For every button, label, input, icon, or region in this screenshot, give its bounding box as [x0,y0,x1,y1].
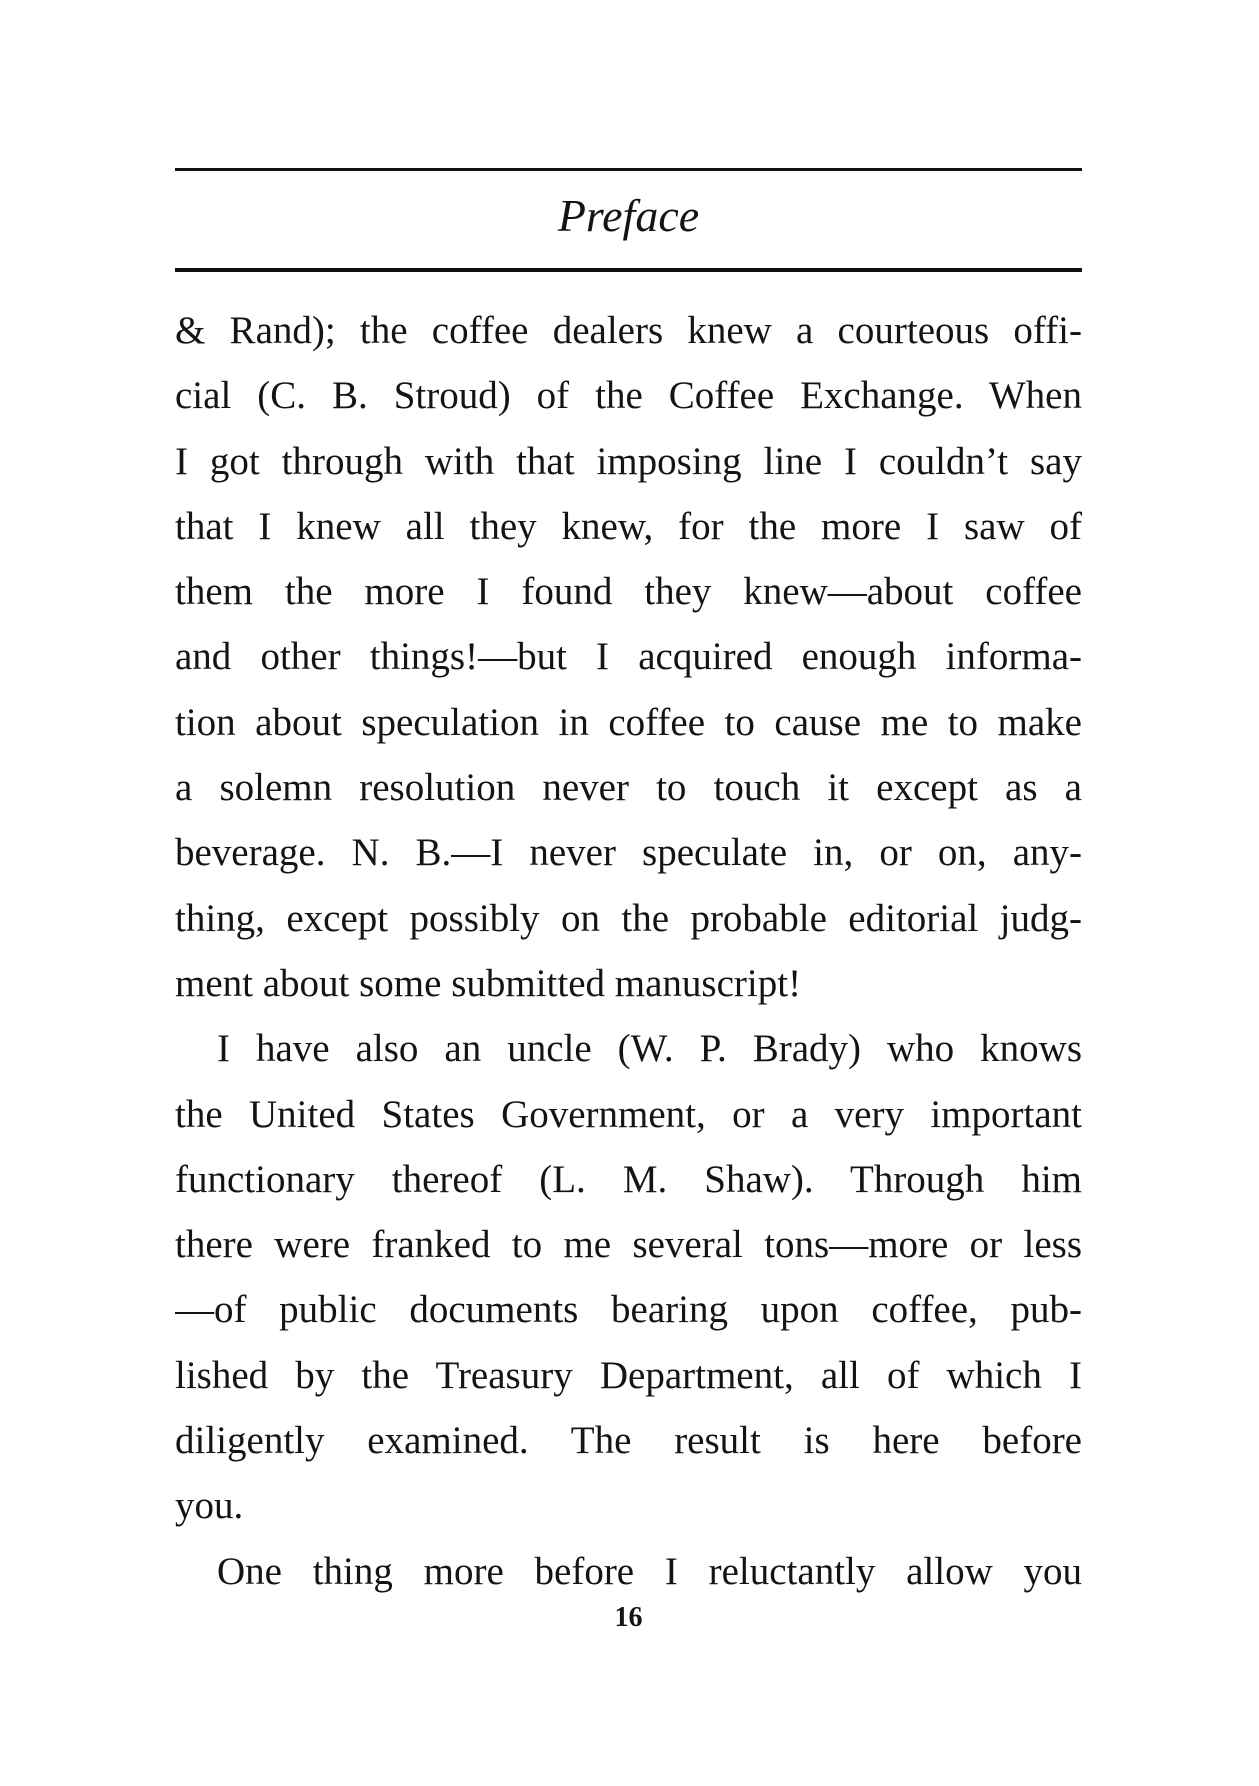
body-text [175,298,1082,1604]
running-head: Preface [557,190,700,241]
text-line: I got through with that imposing line I couldn’t say [175,439,1082,483]
text-line: lished by the Treasury Department, all of which I [175,1353,1082,1397]
text-line: tion about speculation in coffee to cause me to make [175,700,1082,744]
page-number: 16 [614,1602,643,1633]
text-line: there were franked to me several tons—more or less [175,1223,1082,1267]
text-line: & Rand); the coffee dealers knew a courteous offi- [175,309,1082,352]
text-line: thing, except possibly on the probable editorial judg- [175,896,1082,940]
top-rule [175,168,1082,171]
text-line: functionary thereof (L. M. Shaw). Through him [175,1157,1082,1201]
text-line: diligently examined. The result is here before [175,1419,1082,1463]
text-line: you. [175,1484,244,1528]
text-line: them the more I found they knew—about coffee [175,570,1082,614]
text-line: ment about some submitted manuscript! [175,961,802,1005]
text-line: the United States Government, or a very important [175,1092,1082,1136]
bottom-rule [175,268,1082,272]
text-line: beverage. N. B.—I never speculate in, or on, any- [175,831,1082,875]
text-line: that I knew all they knew, for the more I saw of [175,504,1082,548]
text-line: —of public documents bearing upon coffee, pub- [175,1288,1082,1332]
text-line: cial (C. B. Stroud) of the Coffee Exchange. When [175,374,1082,418]
text-line: I have also an uncle (W. P. Brady) who knows [217,1027,1082,1071]
text-line: a solemn resolution never to touch it except as a [175,766,1082,810]
text-line: and other things!—but I acquired enough informa- [175,635,1082,679]
text-line: One thing more before I reluctantly allow you [217,1549,1082,1593]
